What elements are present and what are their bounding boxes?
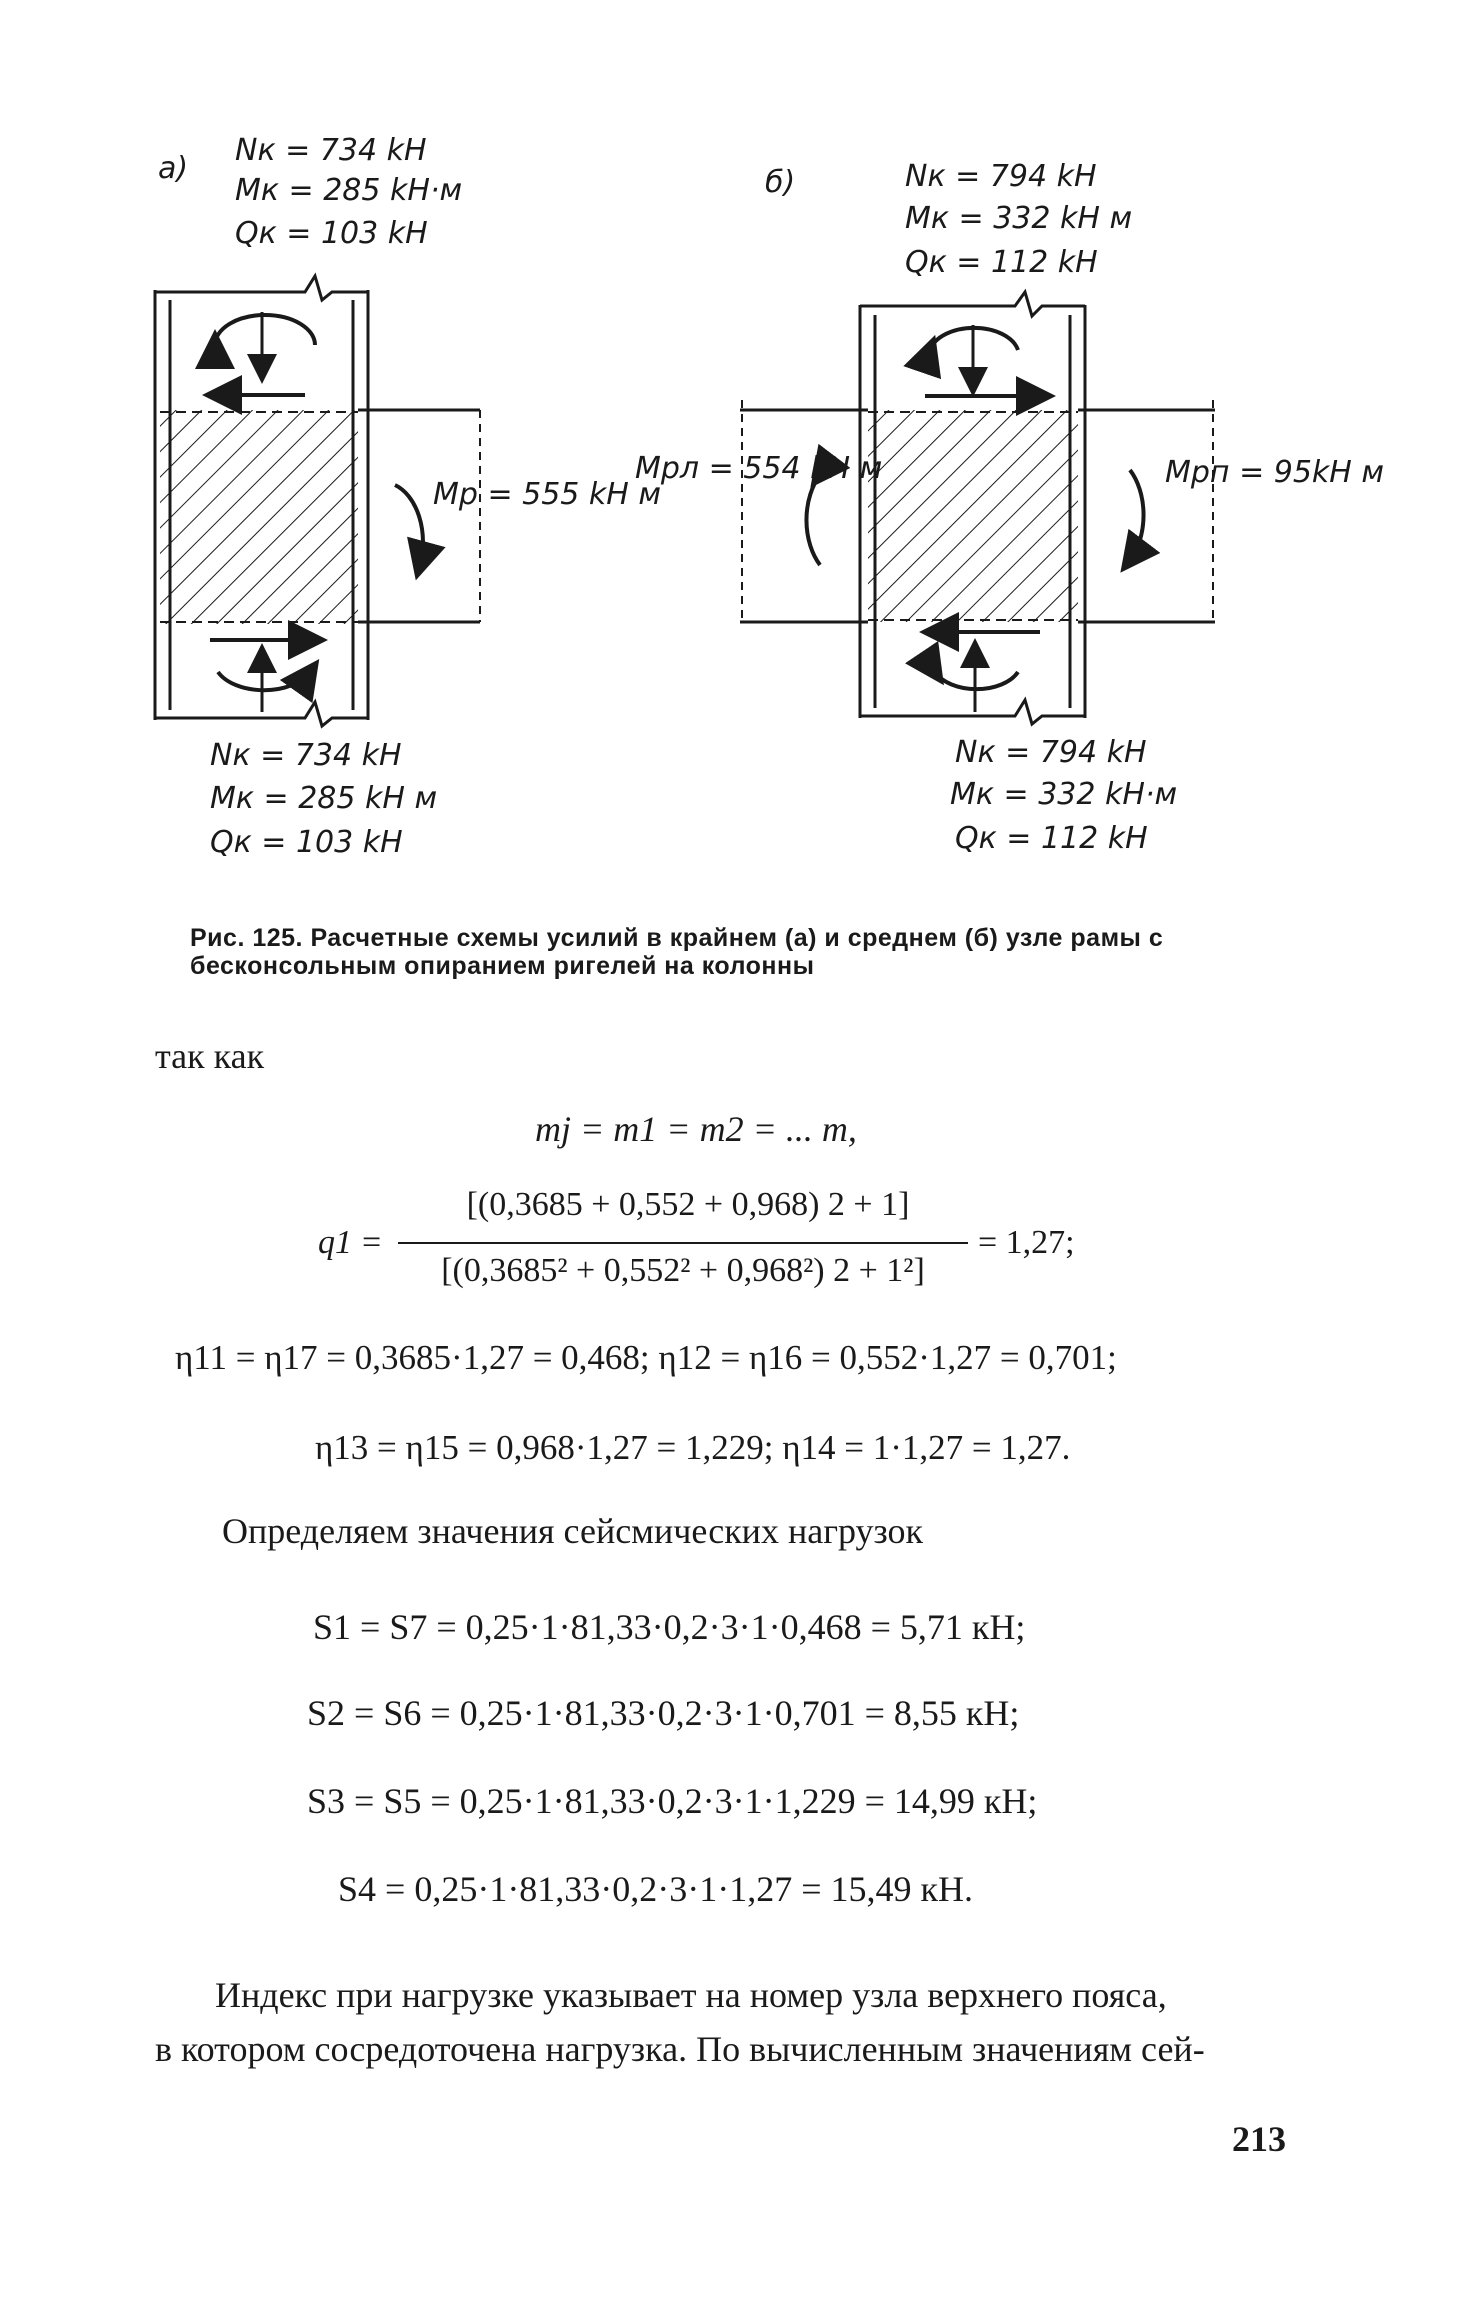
scheme-b-top-q: Qк = 112 kH [905, 245, 1098, 280]
scheme-a-label: а) [158, 151, 189, 186]
formula-q1-numerator: [(0,3685 + 0,552 + 0,968) 2 + 1] [466, 1186, 910, 1223]
formula-q1-result: = 1,27; [978, 1224, 1075, 1261]
figure-caption: Рис. 125. Расчетные схемы усилий в крайнем (а) и среднем (б) узле рамы с бесконсольным опиранием ригелей на колонны [190, 924, 1164, 980]
scheme-a [155, 133, 661, 860]
scheme-a-bot-q: Qк = 103 kH [210, 825, 403, 860]
scheme-a-top-q: Qк = 103 kH [235, 216, 428, 251]
scheme-b-bot-m: Mк = 332 kH·м [950, 777, 1178, 812]
scheme-b-top-m: Mк = 332 kH м [905, 201, 1133, 236]
seismic-intro: Определяем значения сейсмических нагрузок [222, 1511, 923, 1551]
formula-q1-lhs: q1 [318, 1224, 352, 1261]
scheme-b [635, 159, 1384, 856]
eta-line-1: η11 = η17 = 0,3685·1,27 = 0,468; η12 = η16 = 0,552·1,27 = 0,701; [175, 1338, 1117, 1377]
s2-formula: S2 = S6 = 0,25·1·81,33·0,2·3·1·0,701 = 8,55 кН; [307, 1693, 1020, 1733]
scheme-a-bot-n: Nк = 734 kH [210, 738, 402, 773]
s3-formula: S3 = S5 = 0,25·1·81,33·0,2·3·1·1,229 = 14,99 кН; [307, 1781, 1038, 1821]
fraction-bar [398, 1242, 968, 1244]
formula-q1-denominator: [(0,3685² + 0,552² + 0,968²) 2 + 1²] [441, 1252, 925, 1289]
formula-q1-equals: = [362, 1224, 382, 1261]
scheme-b-left-moment: Mрл = 554 kH м [635, 451, 883, 486]
scheme-a-joint [160, 410, 358, 624]
scheme-b-bot-q: Qк = 112 kH [955, 821, 1148, 856]
scheme-b-bot-n: Nк = 794 kH [955, 735, 1147, 770]
formula-q1 [318, 1186, 1118, 1306]
scheme-b-right-moment: Mрп = 95kH м [1165, 455, 1385, 490]
paragraph-line-2: в котором сосредоточена нагрузка. По вычисленным значениям сей- [155, 2029, 1205, 2069]
scheme-a-top-n: Nк = 734 kH [235, 133, 427, 168]
formula-m: mj = m1 = m2 = ... m, [535, 1109, 857, 1149]
scheme-b-top-n: Nк = 794 kH [905, 159, 1097, 194]
s1-formula: S1 = S7 = 0,25·1·81,33·0,2·3·1·0,468 = 5,71 кН; [313, 1607, 1026, 1647]
scheme-b-joint [868, 410, 1078, 622]
paragraph-line-1: Индекс при нагрузке указывает на номер узла верхнего пояса, [215, 1975, 1167, 2015]
scheme-a-bot-m: Mк = 285 kH м [210, 781, 438, 816]
page-number: 213 [1232, 2119, 1286, 2159]
eta-line-2: η13 = η15 = 0,968·1,27 = 1,229; η14 = 1·1,27 = 1,27. [315, 1428, 1071, 1467]
scheme-b-label: б) [765, 165, 796, 200]
figure-125-diagram [0, 0, 1464, 900]
intro-text: так как [155, 1036, 265, 1076]
s4-formula: S4 = 0,25·1·81,33·0,2·3·1·1,27 = 15,49 кН. [338, 1869, 974, 1909]
scheme-a-top-m: Mк = 285 kH·м [235, 173, 463, 208]
scheme-a-right-moment: Mр = 555 kH м [433, 477, 662, 512]
